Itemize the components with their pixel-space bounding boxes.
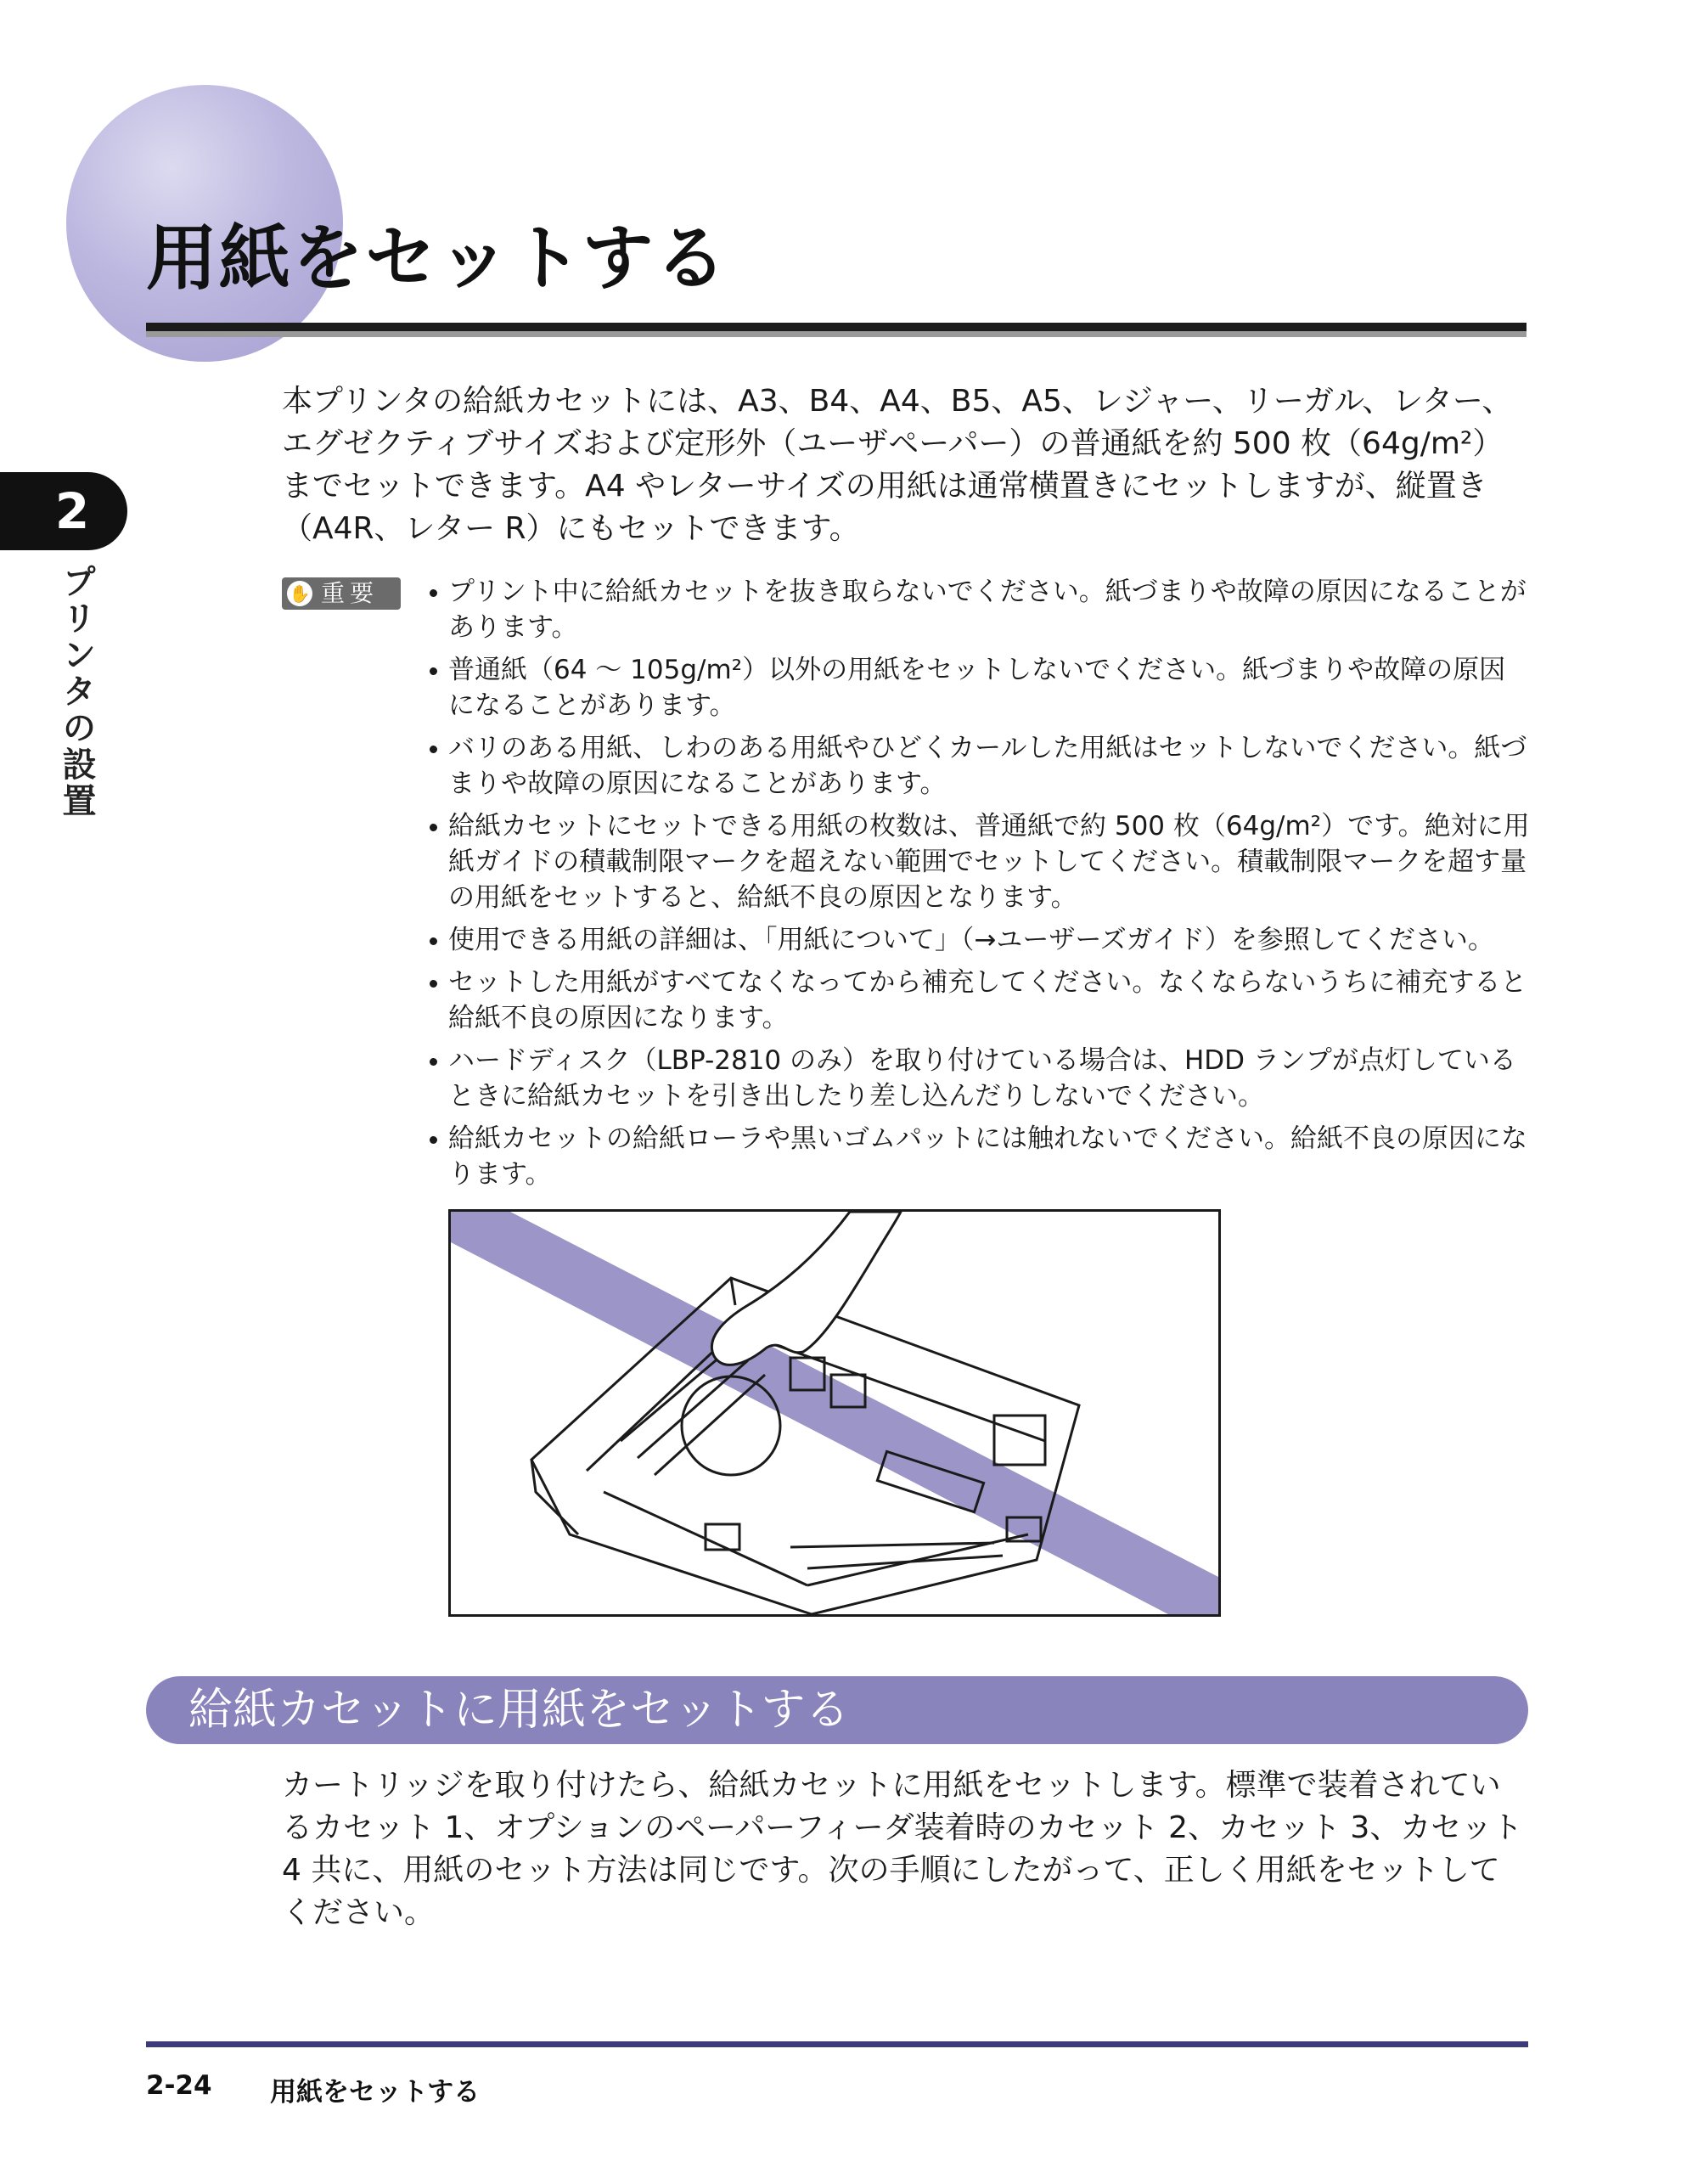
- chapter-tab: [0, 472, 127, 550]
- important-badge: [282, 577, 401, 610]
- section-paragraph: カートリッジを取り付けたら、給紙カセットに用紙をセットします。標準で装着されているカセット 1、オプションのペーパーフィーダ装着時のカセット 2、カセット 3、カセット 4 共に、用紙のセット方法は同じです。次の手順にしたがって、正しく用紙をセットしてください。: [282, 1768, 1523, 1930]
- title-rule: [146, 323, 1527, 331]
- important-list: [424, 574, 1530, 1199]
- footer-page-number: 2-24: [146, 2070, 212, 2101]
- title-rule-shadow: [146, 331, 1527, 337]
- illustration-svg: [451, 1212, 1218, 1614]
- intro-paragraph: 本プリンタの給紙カセットには、A3、B4、A4、B5、A5、レジャー、リーガル、レター、エグゼクティブサイズおよび定形外（ユーザペーパー）の普通紙を約 500 枚（64g/m²）までセットできます。A4 やレターサイズの用紙は通常横置きにセットしますが、縦置き（A4R、レター R）にもセットできます。: [282, 384, 1513, 546]
- footer-title: 用紙をセットする: [270, 2077, 481, 2108]
- list-item: バリのある用紙、しわのある用紙やひどくカールした用紙はセットしないでください。紙づまりや故障の原因になることがあります。: [424, 730, 1530, 802]
- list-item: 給紙カセットにセットできる用紙の枚数は、普通紙で約 500 枚（64g/m²）です。絶対に用紙ガイドの積載制限マークを超えない範囲でセットしてください。積載制限マークを超す量の用紙をセットすると、給紙不良の原因となります。: [424, 808, 1530, 915]
- hand-icon: [711, 1212, 901, 1365]
- footer-rule: [146, 2041, 1528, 2047]
- section-banner: [146, 1676, 1528, 1744]
- list-item: ハードディスク（LBP-2810 のみ）を取り付けている場合は、HDD ランプが点灯しているときに給紙カセットを引き出したり差し込んだりしないでください。: [424, 1043, 1530, 1114]
- list-item: セットした用紙がすべてなくなってから補充してください。なくならないうちに補充すると給紙不良の原因になります。: [424, 965, 1530, 1036]
- list-item: 給紙カセットの給紙ローラや黒いゴムパットには触れないでください。給紙不良の原因になります。: [424, 1121, 1530, 1192]
- list-item: 使用できる用紙の詳細は、「用紙について」（→ユーザーズガイド）を参照してください。: [424, 922, 1530, 958]
- paper-cassette-hand-illustration: [448, 1209, 1221, 1617]
- section-title: 給紙カセットに用紙をセットする: [188, 1685, 850, 1736]
- chapter-side-label: プリンタの設置: [57, 564, 96, 819]
- chapter-number: 2: [54, 482, 90, 540]
- list-item: 普通紙（64 ～ 105g/m²）以外の用紙をセットしないでください。紙づまりや故障の原因になることがあります。: [424, 652, 1530, 723]
- page-title: 用紙をセットする: [146, 217, 728, 300]
- list-item: プリント中に給紙カセットを抜き取らないでください。紙づまりや故障の原因になることがあります。: [424, 574, 1530, 645]
- hand-stop-icon: ✋: [287, 581, 312, 606]
- important-label: 重要: [321, 579, 380, 607]
